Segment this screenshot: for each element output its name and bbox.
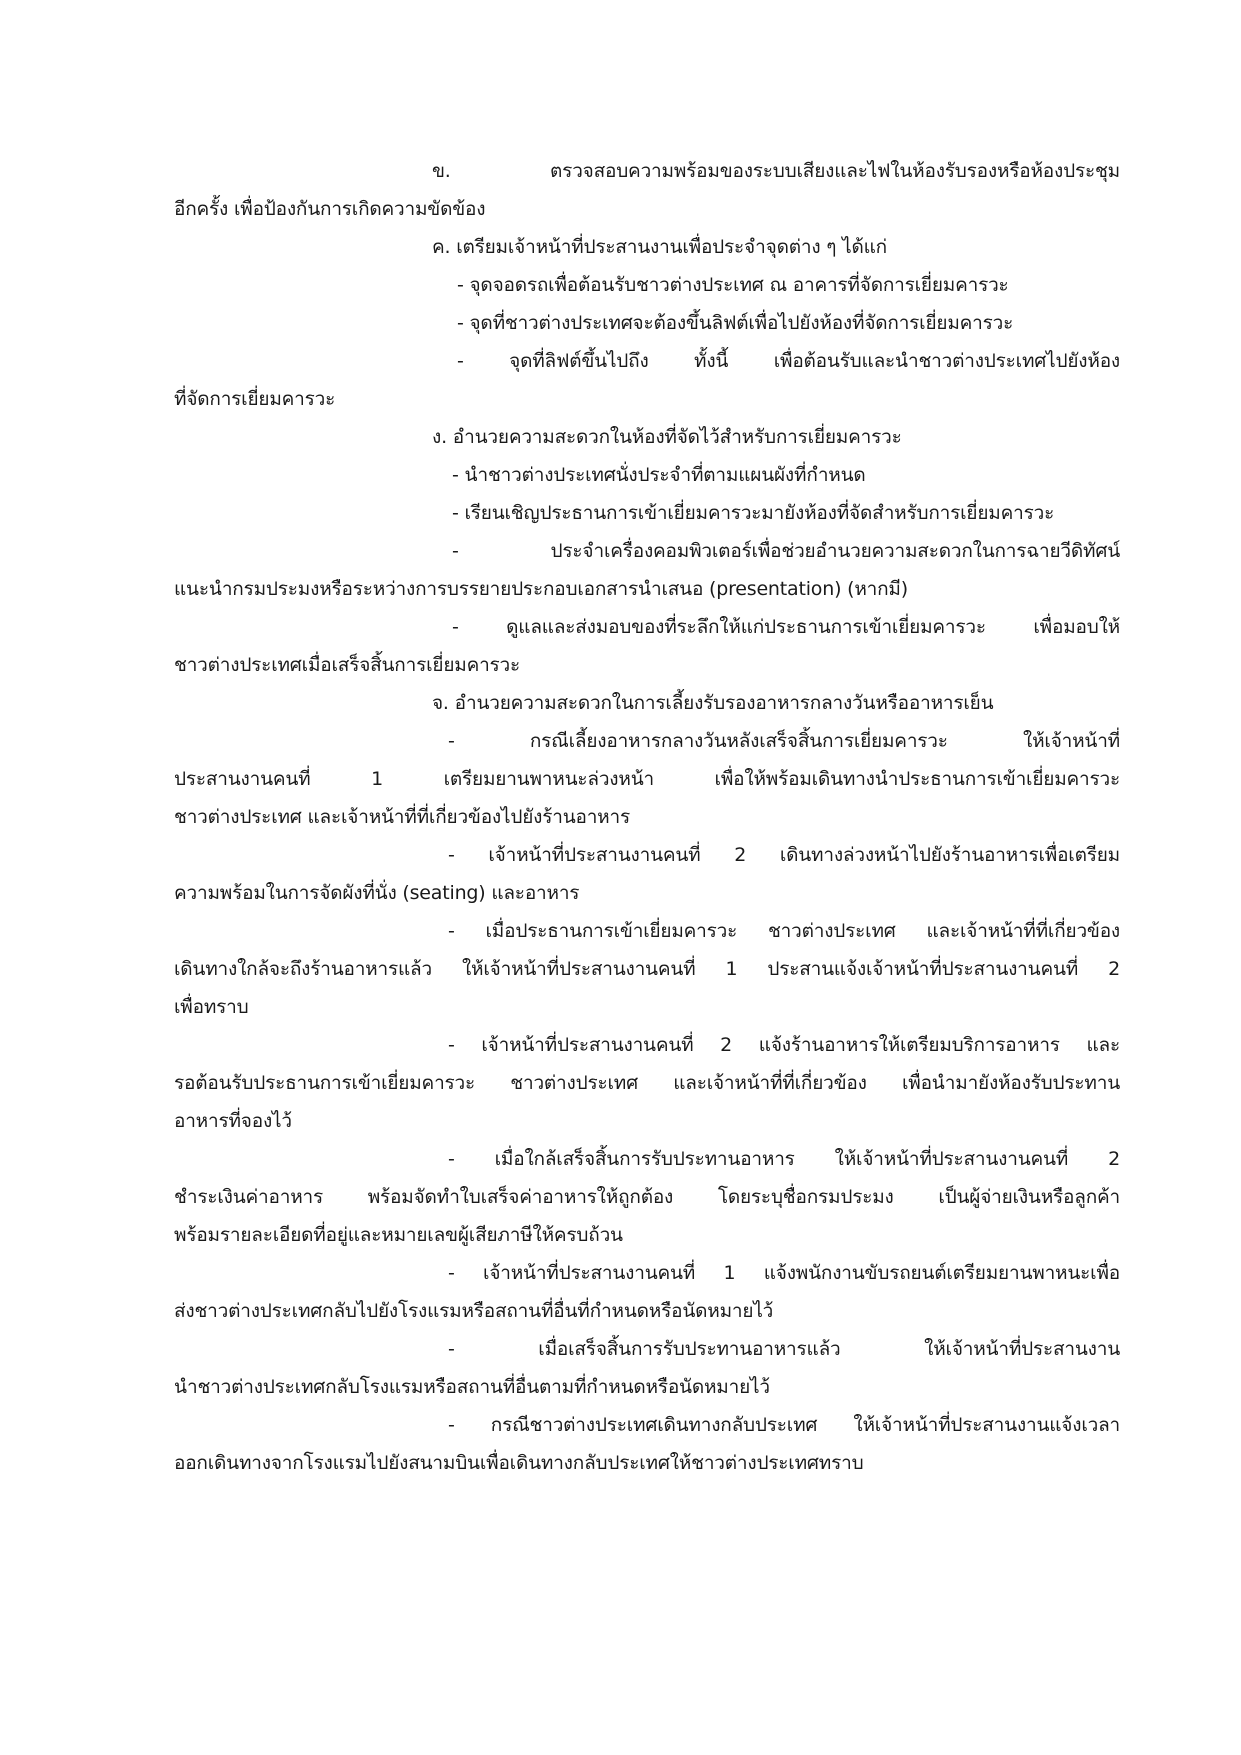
paragraph-first-line: - ดูแลและส่งมอบของที่ระลึกให้แก่ประธานการเข้าเยี่ยมคารวะ เพื่อมอบให้ [452,616,1120,638]
bullet-near-restaurant [174,912,1120,1026]
paragraph-first-line: - กรณีเลี้ยงอาหารกลางวันหลังเสร็จสิ้นการเยี่ยมคารวะ ให้เจ้าหน้าที่ [448,730,1120,752]
paragraph-continuation-line: ชำระเงินค่าอาหาร พร้อมจัดทำใบเสร็จค่าอาหารให้ถูกต้อง โดยระบุชื่อกรมประมง เป็นผู้จ่ายเงินหรือลูกค้า [174,1186,1120,1208]
paragraph-first-line: - เจ้าหน้าที่ประสานงานคนที่ 2 แจ้งร้านอาหารให้เตรียมบริการอาหาร และ [448,1034,1120,1056]
bullet-notify-restaurant [174,1026,1120,1140]
bullet-driver [174,1254,1120,1330]
document-body [174,152,1120,1482]
paragraph-first-line: ค. เตรียมเจ้าหน้าที่ประสานงานเพื่อประจำจุดต่าง ๆ ได้แก่ [432,236,887,258]
paragraph-continuation-line: แนะนำกรมประมงหรือระหว่างการบรรยายประกอบเอกสารนำเสนอ (presentation) (หากมี) [174,578,908,600]
bullet-parking-point [174,266,1120,304]
bullet-staff-2-advance [174,836,1120,912]
paragraph-first-line: - ประจำเครื่องคอมพิวเตอร์เพื่อช่วยอำนวยความสะดวกในการฉายวีดิทัศน์ [452,540,1120,562]
bullet-souvenir [174,608,1120,684]
bullet-lunch-case [174,722,1120,836]
paragraph-continuation-line: เพื่อทราบ [174,996,249,1018]
bullet-return-hotel [174,1330,1120,1406]
paragraph-continuation-line: ความพร้อมในการจัดผังที่นั่ง (seating) และอาหาร [174,882,580,904]
paragraph-continuation-line: ชาวต่างประเทศเมื่อเสร็จสิ้นการเยี่ยมคารวะ [174,654,521,676]
bullet-computer [174,532,1120,608]
paragraph-continuation-line: ประสานงานคนที่ 1 เตรียมยานพาหนะล่วงหน้า เพื่อให้พร้อมเดินทางนำประธานการเข้าเยี่ยมคารวะ [174,768,1120,790]
paragraph-first-line: ข. ตรวจสอบความพร้อมของระบบเสียงและไฟในห้องรับรองหรือห้องประชุม [432,160,1120,182]
paragraph-first-line: - เจ้าหน้าที่ประสานงานคนที่ 2 เดินทางล่วงหน้าไปยังร้านอาหารเพื่อเตรียม [448,844,1120,866]
paragraph-first-line: จ. อำนวยความสะดวกในการเลี้ยงรับรองอาหารกลางวันหรืออาหารเย็น [432,692,994,714]
paragraph-first-line: - จุดที่ชาวต่างประเทศจะต้องขึ้นลิฟต์เพื่อไปยังห้องที่จัดการเยี่ยมคารวะ [457,312,1014,334]
paragraph-continuation-line: ออกเดินทางจากโรงแรมไปยังสนามบินเพื่อเดินทางกลับประเทศให้ชาวต่างประเทศทราบ [174,1452,864,1474]
paragraph-ngo-heading [174,418,1120,456]
paragraph-continuation-line: ส่งชาวต่างประเทศกลับไปยังโรงแรมหรือสถานที่อื่นที่กำหนดหรือนัดหมายไว้ [174,1300,774,1322]
paragraph-first-line: - เจ้าหน้าที่ประสานงานคนที่ 1 แจ้งพนักงานขับรถยนต์เตรียมยานพาหนะเพื่อ [448,1262,1120,1284]
paragraph-continuation-line: อีกครั้ง เพื่อป้องกันการเกิดความขัดข้อง [174,198,486,220]
paragraph-first-line: - จุดจอดรถเพื่อต้อนรับชาวต่างประเทศ ณ อาคารที่จัดการเยี่ยมคารวะ [457,274,1009,296]
paragraph-continuation-line: ที่จัดการเยี่ยมคารวะ [174,388,336,410]
paragraph-continuation-line: นำชาวต่างประเทศกลับโรงแรมหรือสถานที่อื่นตามที่กำหนดหรือนัดหมายไว้ [174,1376,770,1398]
bullet-departure [174,1406,1120,1482]
paragraph-continuation-line: อาหารที่จองไว้ [174,1110,292,1132]
paragraph-first-line: ง. อำนวยความสะดวกในห้องที่จัดไว้สำหรับการเยี่ยมคารวะ [432,426,902,448]
paragraph-continuation-line: ชาวต่างประเทศ และเจ้าหน้าที่ที่เกี่ยวข้องไปยังร้านอาหาร [174,806,630,828]
bullet-elevator-point [174,304,1120,342]
paragraph-jo-heading [174,684,1120,722]
paragraph-kho-heading [174,228,1120,266]
paragraph-first-line: - นำชาวต่างประเทศนั่งประจำที่ตามแผนผังที่กำหนด [452,464,866,486]
paragraph-first-line: - เรียนเชิญประธานการเข้าเยี่ยมคารวะมายังห้องที่จัดสำหรับการเยี่ยมคารวะ [452,502,1055,524]
paragraph-first-line: - เมื่อเสร็จสิ้นการรับประทานอาหารแล้ว ให้เจ้าหน้าที่ประสานงาน [448,1338,1120,1360]
paragraph-kho [174,152,1120,228]
paragraph-first-line: - กรณีชาวต่างประเทศเดินทางกลับประเทศ ให้เจ้าหน้าที่ประสานงานแจ้งเวลา [448,1414,1120,1436]
paragraph-continuation-line: เดินทางใกล้จะถึงร้านอาหารแล้ว ให้เจ้าหน้าที่ประสานงานคนที่ 1 ประสานแจ้งเจ้าหน้าที่ประสานงานคนที่ 2 [174,958,1120,980]
paragraph-continuation-line: รอต้อนรับประธานการเข้าเยี่ยมคารวะ ชาวต่างประเทศ และเจ้าหน้าที่ที่เกี่ยวข้อง เพื่อนำมายังห้องรับประทาน [174,1072,1120,1094]
bullet-seating [174,456,1120,494]
bullet-invite-chair [174,494,1120,532]
bullet-payment [174,1140,1120,1254]
bullet-elevator-arrival [174,342,1120,418]
paragraph-first-line: - จุดที่ลิฟต์ขึ้นไปถึง ทั้งนี้ เพื่อต้อนรับและนำชาวต่างประเทศไปยังห้อง [457,350,1120,372]
paragraph-continuation-line: พร้อมรายละเอียดที่อยู่และหมายเลขผู้เสียภาษีให้ครบถ้วน [174,1224,623,1246]
paragraph-first-line: - เมื่อประธานการเข้าเยี่ยมคารวะ ชาวต่างประเทศ และเจ้าหน้าที่ที่เกี่ยวข้อง [448,920,1120,942]
paragraph-first-line: - เมื่อใกล้เสร็จสิ้นการรับประทานอาหาร ให้เจ้าหน้าที่ประสานงานคนที่ 2 [448,1148,1120,1170]
